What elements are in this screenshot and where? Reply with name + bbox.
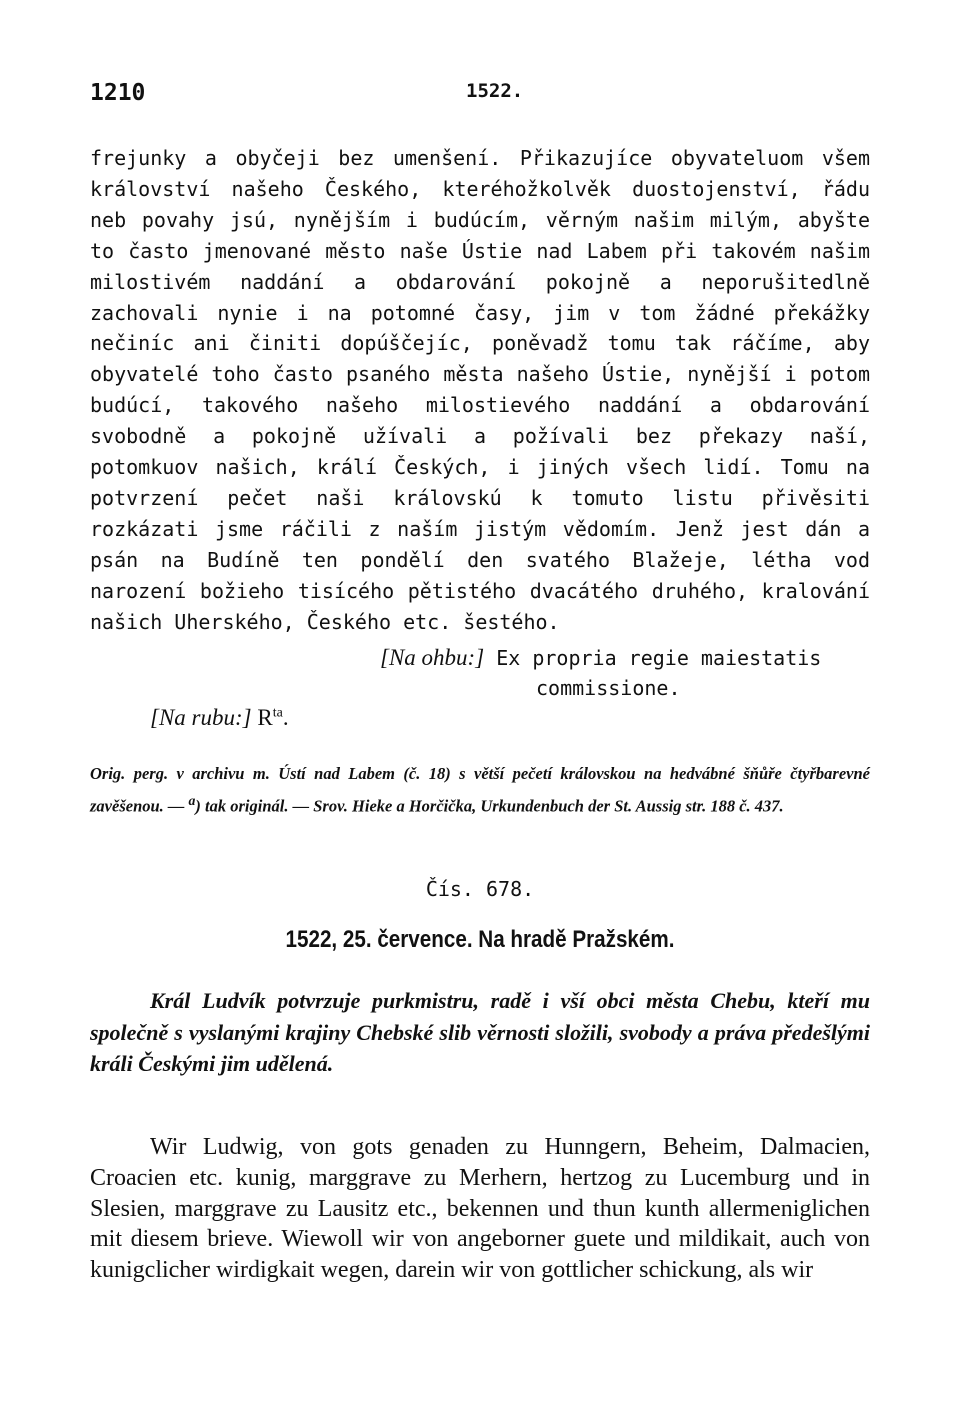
fold-endorsement xyxy=(380,643,880,703)
back-label: [Na rubu:] xyxy=(150,705,252,730)
running-head xyxy=(90,80,870,110)
apparatus-part2: ) tak originál. — Srov. Hieke a Horčička, Urkundenbuch der St. Aussig str. 188 č. 437. xyxy=(195,796,784,816)
back-mark xyxy=(257,705,288,730)
regest-summary: Král Ludvík potvrzuje purkmistru, radě i vší obci města Chebu, kteří mu společně s vyslanými krajiny Chebské slib věrnosti složili, svobody a práva předešlými králi Českými jim udělená. xyxy=(90,988,870,1076)
document-heading: 1522, 25. července. Na hradě Pražském. xyxy=(285,926,675,953)
running-head-year: 1522. xyxy=(466,80,524,102)
fold-endorsement-line1 xyxy=(380,643,880,673)
back-mark-sup: ta xyxy=(272,705,283,721)
apparatus-part1: Orig. perg. v archivu m. Ústí nad Labem (č. 18) s větší pečetí královskou na hedvábné šňůře čtyřbarevné zavěšenou. — xyxy=(90,764,870,816)
back-mark-end: . xyxy=(282,705,289,730)
dorsal-endorsement xyxy=(150,705,289,731)
german-charter-text: Wir Ludwig, von gots genaden zu Hunngern, Beheim, Dalmacien, Croacien etc. kunig, marggrave zu Merhern, hertzog zu Lucemburg und in Slesien, marggrave zu Lausitz etc., bekennen und thun kunth allermeniglichen mit diesem brieve. Wiewoll wir von angeborner guete und mildikait, auch von kunigclicher wirdigkait wegen, darein wir von gottlicher schickung, als wir xyxy=(90,1134,870,1284)
fold-text-line2: commissione. xyxy=(536,676,681,700)
document-number: Čís. 678. xyxy=(425,877,535,901)
charter-text: frejunky a obyčeji bez umenšení. Přikazujíce obyvateluom všem království našeho Českého, kteréhožkolvěk duostojenství, řádu neb povahy jsú, nynějším i budúcím, věrným našim milým, abyšte to často jmenované město naše Ústie nad Labem při takovém našim milostivém naddání a obdarování pokojně a neporušitedlně zachovali nynie i na potomné časy, jim v tom žádné překážky nečiníc ani činiti dopúščejíc, poněvadž tomu tak ráčíme, aby obyvatelé toho často psaného města našeho Ústie, nynější i potom budúcí, takového našeho milostievého naddání a obdarování svobodně a pokojně užívali a požívali bez překazy naší, potomkuov našich, králí Českých, i jiných všech lidí. Tomu na potvrzení pečet naši královskú k tomuto listu přivěsiti rozkázati jsme ráčili z naším jistým vědomím. Jenž jest dán a psán na Budíně ten pondělí den svatého Blažeje, létha vod narození božieho tisícého pětistého dvacátého druhého, kralování našich Uherského, Českého etc. šestého. xyxy=(90,146,870,634)
page-number: 1210 xyxy=(90,80,146,106)
fold-text-line1: Ex propria regie maiestatis xyxy=(496,646,822,670)
back-mark-base: R xyxy=(257,705,273,730)
critical-apparatus xyxy=(90,760,870,820)
note-mark: a xyxy=(188,793,196,808)
fold-label: [Na ohbu:] xyxy=(380,645,485,670)
